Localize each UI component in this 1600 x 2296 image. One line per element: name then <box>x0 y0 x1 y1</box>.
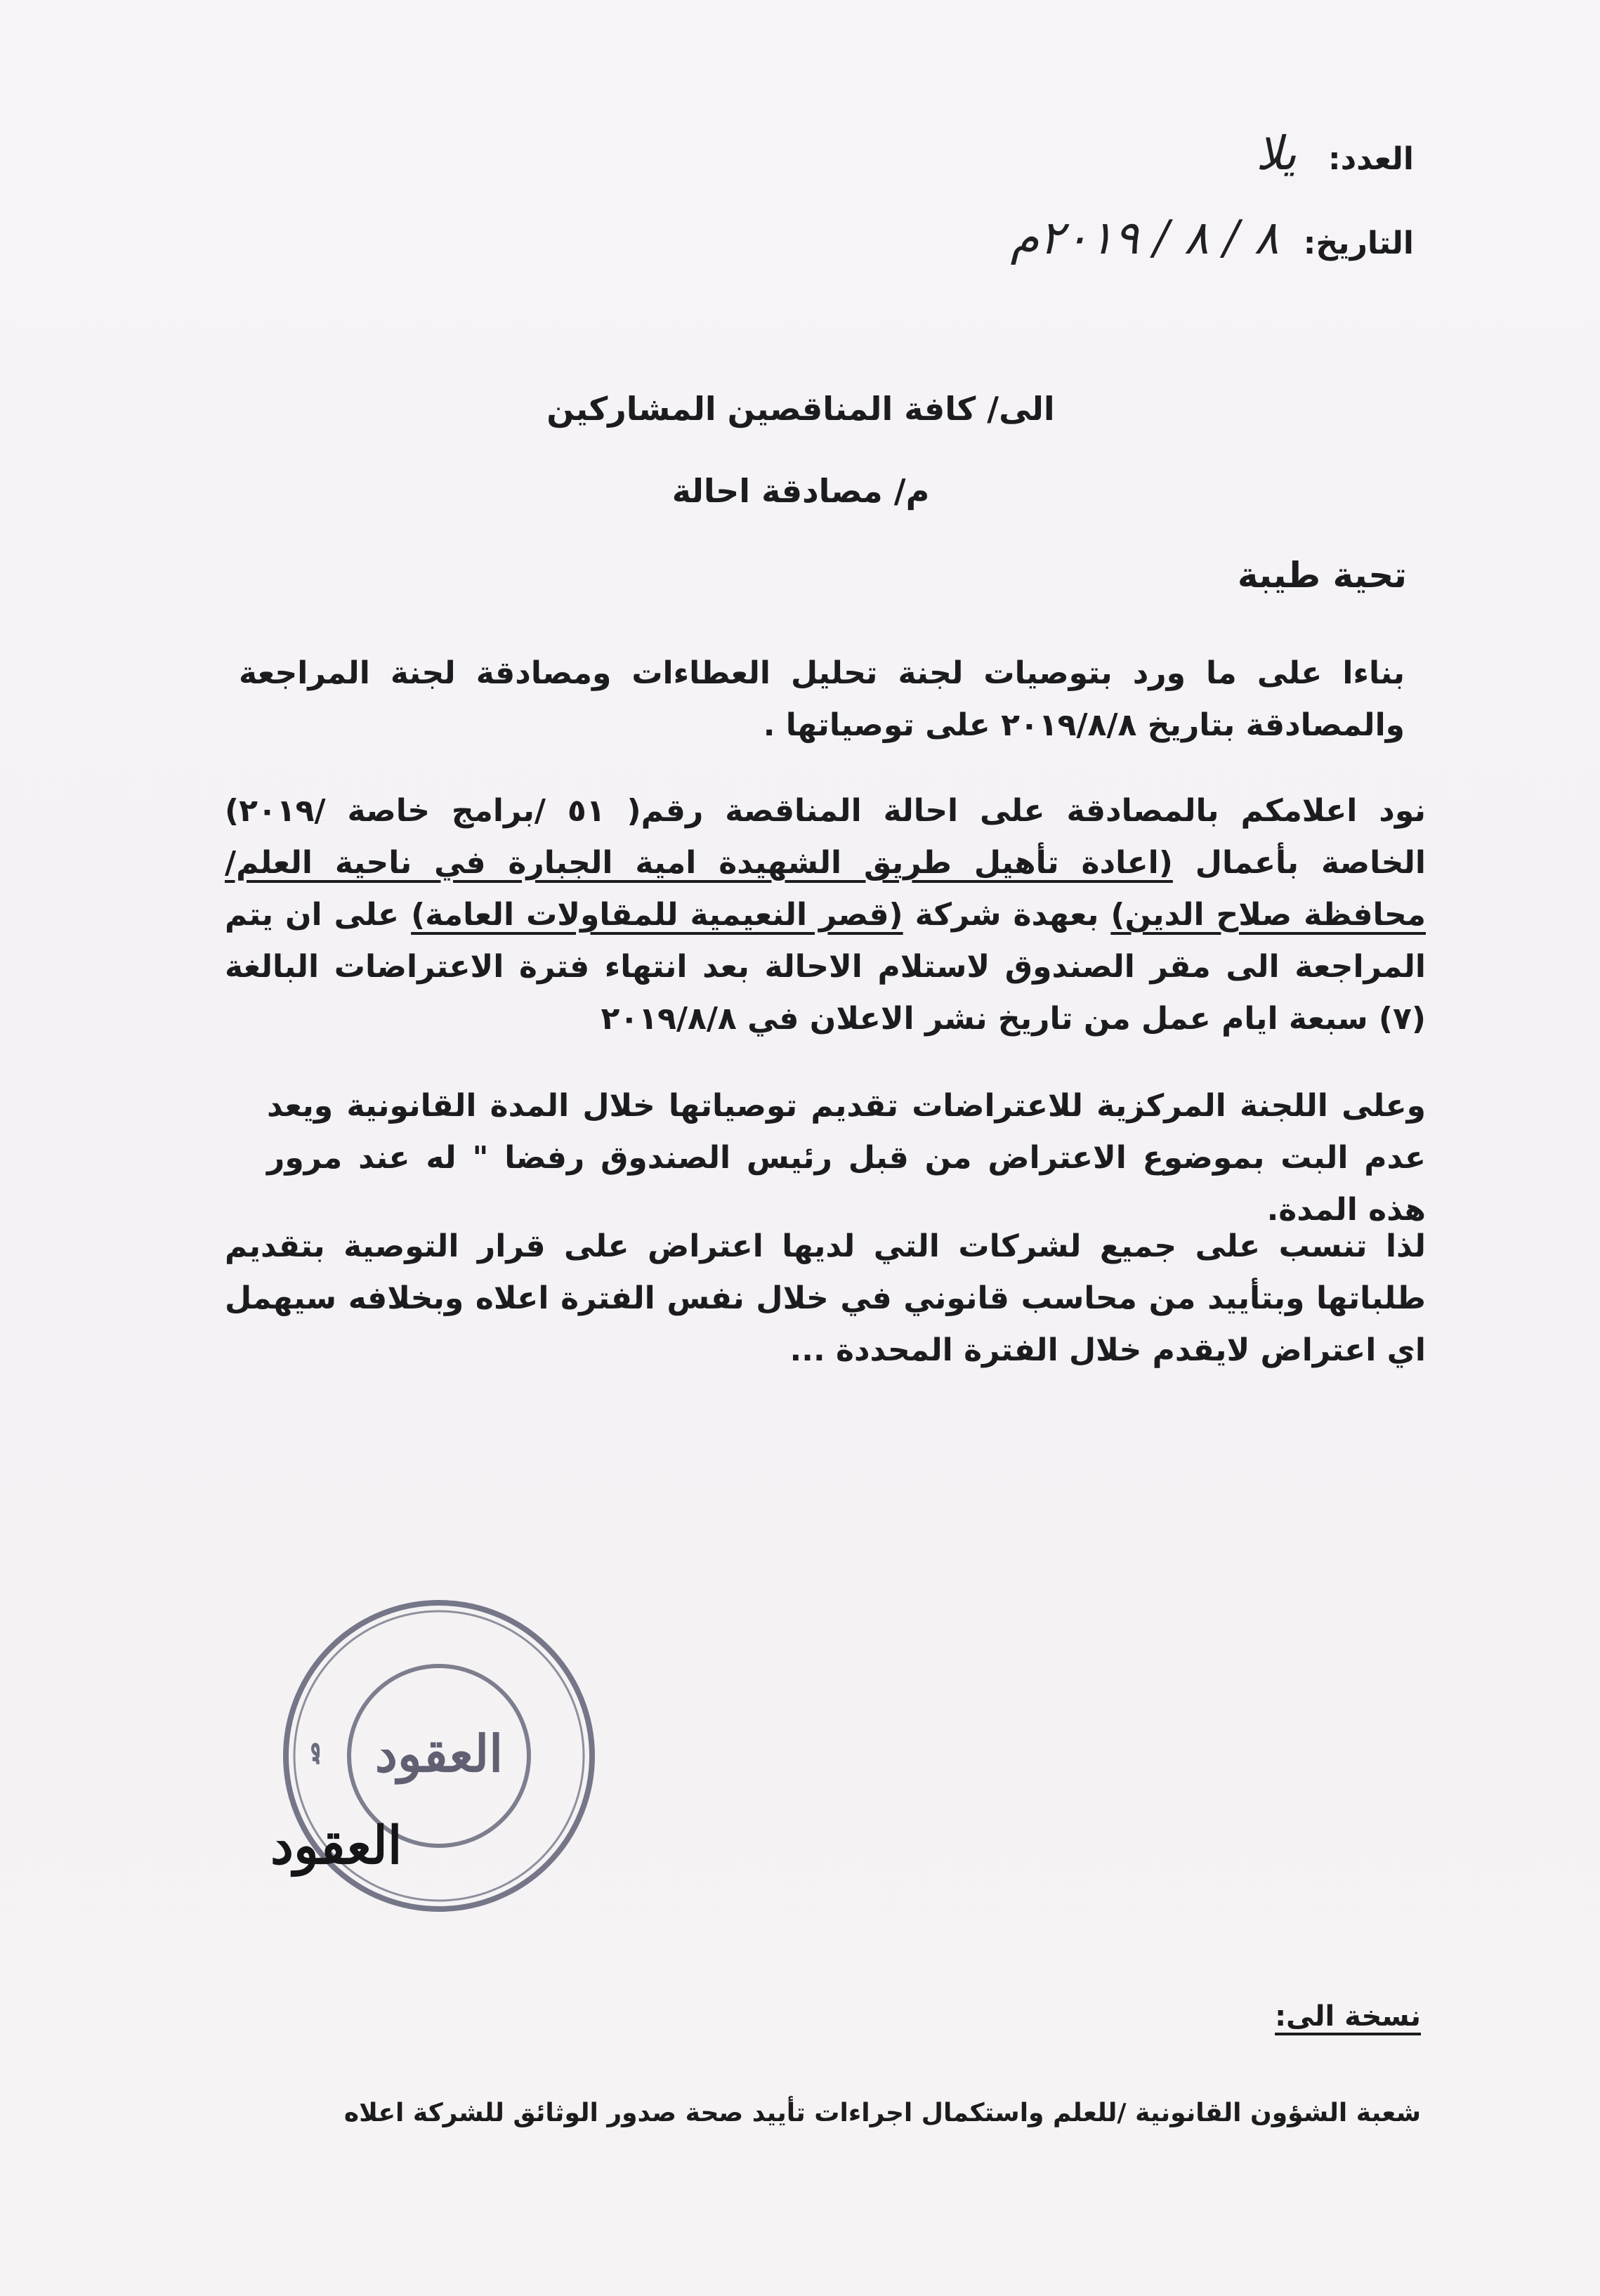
stamp-center-text: العقود <box>374 1724 504 1783</box>
paragraph-2-part1: نود اعلامكم بالمصادقة على احالة المناقصة رقم( ٥١ /برامج خاصة /٢٠١٩) الخاصة بأعمال <box>225 793 1426 881</box>
date-label: التاريخ: <box>1303 225 1414 261</box>
project-name: (اعادة تأهيل طريق الشهيدة امية الجبارة في ناحية العلم/ محافظة صلاح الدين) <box>225 845 1426 933</box>
date-value: ٨ / ٨ / ٢٠١٩م <box>1010 211 1279 265</box>
paragraph-1: بناءا على ما ورد بتوصيات لجنة تحليل العطاءات ومصادقة لجنة المراجعة والمصادقة بتاريخ ٢٠١٩/٨/٨ على توصياتها . <box>239 655 1405 743</box>
paragraph-2-part3: على ان يتم المراجعة الى مقر الصندوق لاستلام الاحالة بعد انتهاء فترة الاعتراضات البالغة (٧) سبعة ايام عمل من تاريخ نشر الاعلان في ٢٠١٩/٨/٨ <box>225 897 1426 1037</box>
stamp-ring-text: ص <box>297 1740 327 1764</box>
cc-label: نسخة الى: <box>1275 2000 1421 2033</box>
paragraph-2-part2: بعهدة شركة <box>914 897 1099 933</box>
number-value: يلا <box>1256 126 1297 181</box>
paragraph-2 <box>225 785 1426 1045</box>
paragraph-4: لذا تنسب على جميع لشركات التي لديها اعتراض على قرار التوصية بتقديم طلباتها وبتأييد من محاسب قانوني في خلال نفس الفترة اعلاه وبخلافه سيهمل اي اعتراض لايقدم خلال الفترة المحددة ... <box>225 1228 1426 1368</box>
subject-line: م/ مصادقة احالة <box>671 472 930 510</box>
signature-word: العقود <box>270 1816 402 1876</box>
company-name: (قصر النعيمية للمقاولات العامة) <box>411 897 903 933</box>
greeting: تحية طيبة <box>1237 555 1407 596</box>
cc-text: شعبة الشؤون القانونية /للعلم واستكمال اجراءات تأييد صحة صدور الوثائق للشركة اعلاه <box>343 2099 1421 2127</box>
date-line <box>712 211 1414 281</box>
paragraph-3: وعلى اللجنة المركزية للاعتراضات تقديم توصياتها خلال المدة القانونية ويعد عدم البت بموضوع الاعتراض من قبل رئيس الصندوق رفضا " له عند مرور هذه المدة. <box>267 1088 1426 1228</box>
addressee-to: الى/ كافة المناقصين المشاركين <box>546 390 1055 428</box>
number-line <box>852 126 1414 190</box>
number-label: العدد: <box>1327 141 1414 177</box>
